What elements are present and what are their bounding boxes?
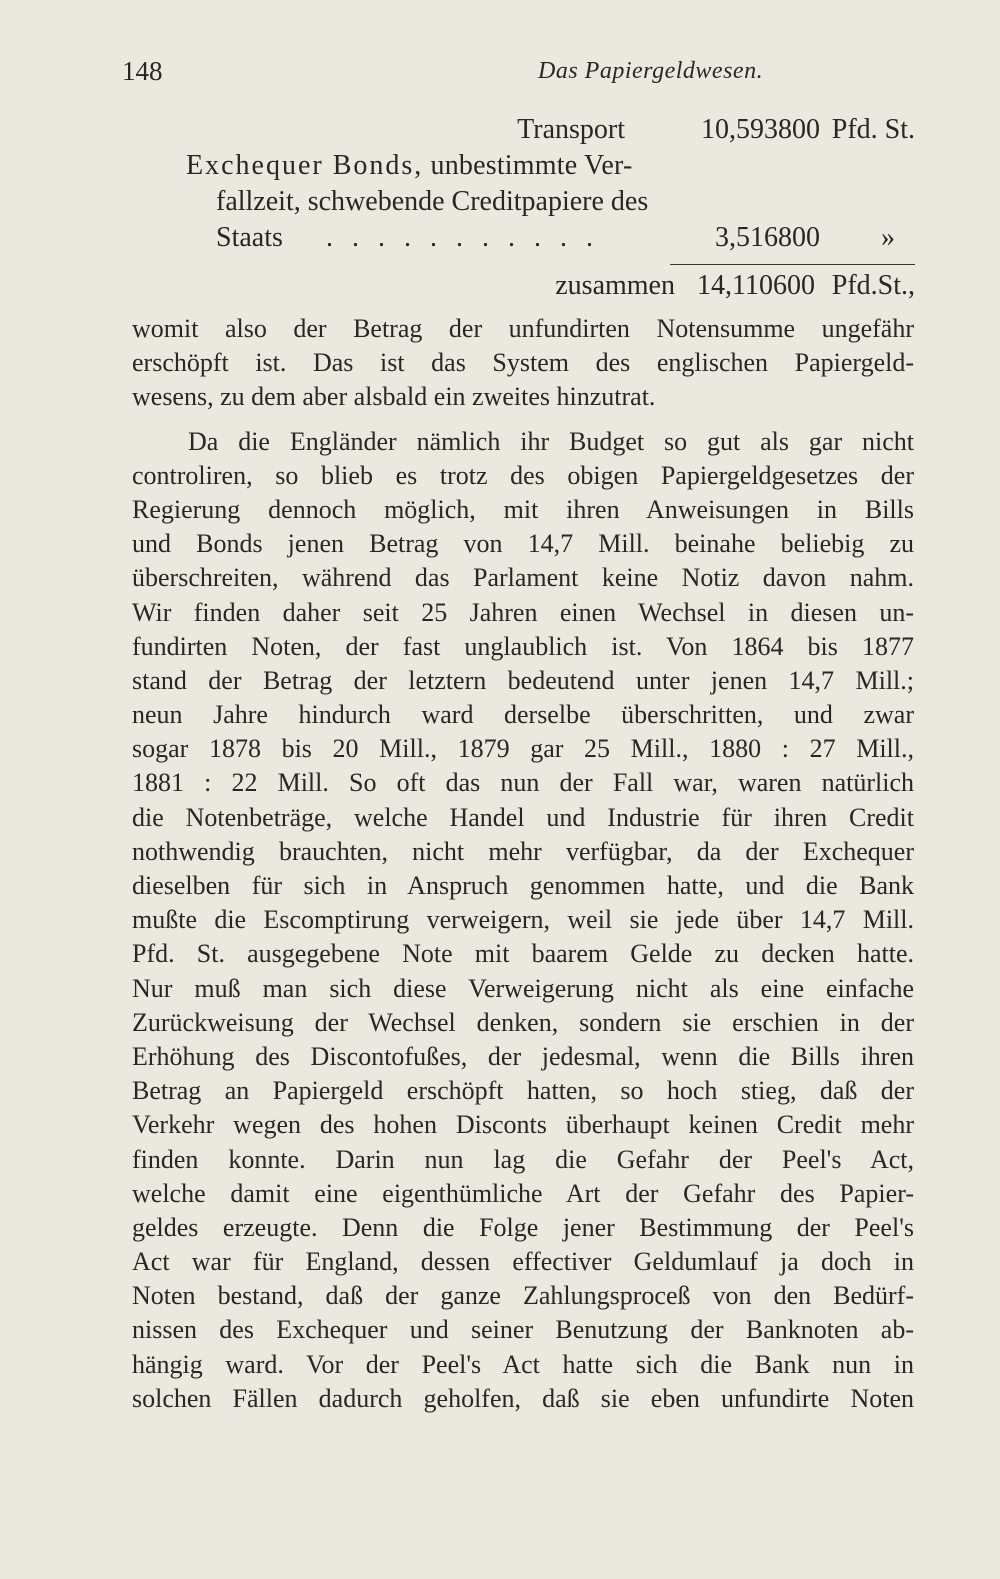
item-term: Exchequer Bonds, <box>186 150 424 181</box>
running-head: Das Papiergeldwesen. <box>538 58 764 84</box>
sum-rule <box>670 264 915 265</box>
text-line: dieselben für sich in Anspruch genommen hatte, und die Bank <box>132 871 914 900</box>
text-line: nothwendig brauchten, nicht mehr verfügbar, da der Exchequer <box>132 836 914 866</box>
item-row-line-3 <box>130 220 915 256</box>
dot-leader: . . . . . . . . . . . <box>326 222 599 253</box>
transport-label: Transport <box>517 114 625 145</box>
text-line: finden konnte. Darin nun lag die Gefahr der Peel's Act, <box>132 1144 914 1174</box>
text-line: Verkehr wegen des hohen Disconts überhaupt keinen Credit mehr <box>132 1110 914 1140</box>
transport-row <box>130 112 915 148</box>
text-line: und Bonds jenen Betrag von 14,7 Mill. beinahe beliebig zu <box>132 529 914 559</box>
text-line: welche damit eine eigenthümliche Art der Gefahr des Papier- <box>132 1178 914 1208</box>
text-line: Zurückweisung der Wechsel denken, sondern sie erschien in der <box>132 1007 914 1037</box>
body-text <box>132 312 914 1416</box>
total-value: 14,110600 <box>697 270 815 301</box>
ditto-mark: » <box>881 222 895 253</box>
item-description-line-3: Staats <box>216 222 283 253</box>
text-line: Pfd. St. ausgegebene Note mit baarem Gelde zu decken hatte. <box>132 939 914 969</box>
item-row-line-2 <box>130 184 915 220</box>
item-description-line-2: fallzeit, schwebende Creditpapiere des <box>216 186 649 217</box>
text-line: Betrag an Papiergeld erschöpft hatten, so hoch stieg, daß der <box>132 1076 914 1106</box>
text-line: Erhöhung des Discontofußes, der jedesmal, wenn die Bills ihren <box>132 1041 914 1071</box>
text-line: überschreiten, während das Parlament keine Notiz davon nahm. <box>132 563 914 593</box>
text-line: Nur muß man sich diese Verweigerung nicht als eine einfache <box>132 973 914 1003</box>
page-header <box>122 56 912 92</box>
text-line: Wir finden daher seit 25 Jahren einen Wechsel in diesen un- <box>132 597 914 627</box>
total-unit: Pfd.St., <box>831 270 915 301</box>
transport-unit: Pfd. St. <box>831 114 915 145</box>
text-line: erschöpft ist. Das ist das System des englischen Papiergeld- <box>132 348 914 378</box>
text-line: hängig ward. Vor der Peel's Act hatte sich die Bank nun in <box>132 1349 914 1379</box>
text-line: 1881 : 22 Mill. So oft das nun der Fall war, waren natürlich <box>132 768 914 798</box>
item-row-line-1 <box>130 148 915 184</box>
text-line: solchen Fällen dadurch geholfen, daß sie eben unfundirte Noten <box>132 1383 914 1413</box>
total-row <box>130 268 915 304</box>
text-line: Da die Engländer nämlich ihr Budget so gut als gar nicht <box>188 426 914 456</box>
text-line: neun Jahre hindurch ward derselbe überschritten, und zwar <box>132 700 914 730</box>
text-line: fundirten Noten, der fast unglaublich ist. Von 1864 bis 1877 <box>132 631 914 661</box>
text-line: Noten bestand, daß der ganze Zahlungsproceß von den Bedürf- <box>132 1281 914 1311</box>
text-line: stand der Betrag der letztern bedeutend unter jenen 14,7 Mill.; <box>132 665 914 695</box>
total-label: zusammen <box>555 270 675 301</box>
text-line: controliren, so blieb es trotz des obigen Papiergeldgesetzes der <box>132 460 914 490</box>
item-description-line-1 <box>186 148 632 184</box>
item-value: 3,516800 <box>715 222 820 253</box>
text-line: sogar 1878 bis 20 Mill., 1879 gar 25 Mill., 1880 : 27 Mill., <box>132 734 914 764</box>
text-line: mußte die Escomptirung verweigern, weil sie jede über 14,7 Mill. <box>132 905 914 935</box>
text-line: nissen des Exchequer und seiner Benutzung der Banknoten ab- <box>132 1315 914 1345</box>
transport-value: 10,593800 <box>701 114 820 145</box>
text-line: geldes erzeugte. Denn die Folge jener Bestimmung der Peel's <box>132 1212 914 1242</box>
text-line: die Notenbeträge, welche Handel und Industrie für ihren Credit <box>132 802 914 832</box>
account-table <box>130 112 915 301</box>
text-line: Regierung dennoch möglich, mit ihren Anweisungen in Bills <box>132 494 914 524</box>
text-line: wesens, zu dem aber alsbald ein zweites hinzutrat. <box>132 382 656 412</box>
text-line: Act war für England, dessen effectiver Geldumlauf ja doch in <box>132 1247 914 1277</box>
item-description-continued: unbestimmte Ver- <box>430 150 633 181</box>
page-number: 148 <box>122 56 163 86</box>
text-line: womit also der Betrag der unfundirten Notensumme ungefähr <box>132 314 914 343</box>
